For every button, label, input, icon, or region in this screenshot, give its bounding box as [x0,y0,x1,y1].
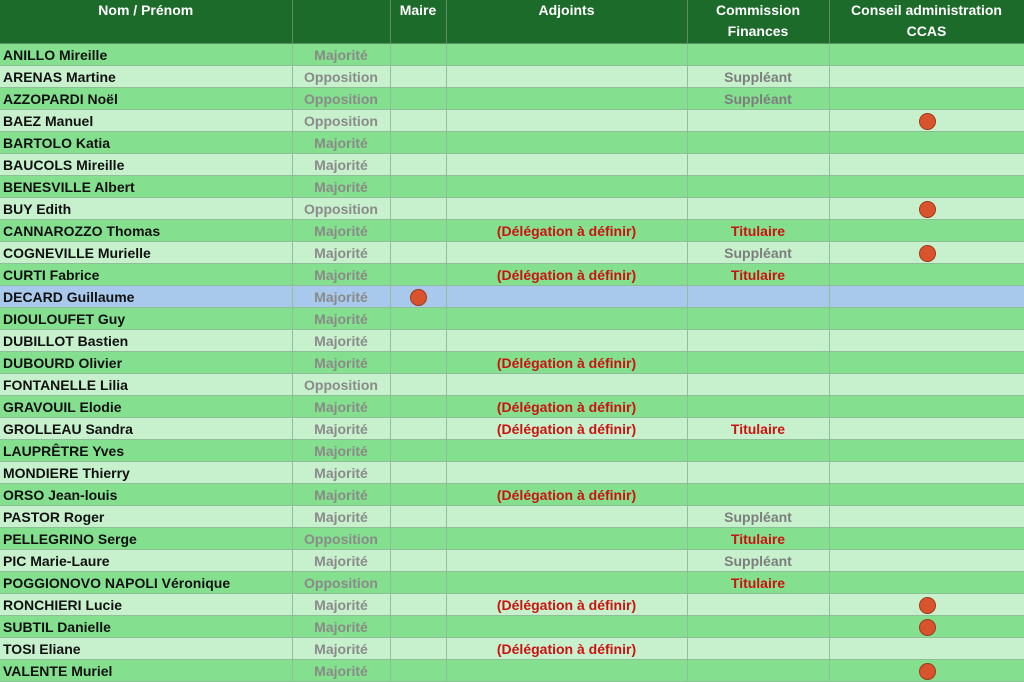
cell-adjoint[interactable]: (Délégation à définir) [446,396,687,418]
cell-ccas[interactable] [829,154,1024,176]
ccas-dot-icon [919,201,936,218]
cell-maire[interactable] [390,154,446,176]
cell-name[interactable]: GRAVOUIL Elodie [0,396,292,418]
cell-adjoint[interactable] [446,110,687,132]
header-name[interactable]: Nom / Prénom [0,0,292,44]
cell-finances[interactable] [687,440,829,462]
cell-maire[interactable] [390,616,446,638]
cell-finances[interactable] [687,132,829,154]
cell-maire[interactable] [390,44,446,66]
cell-finances[interactable]: Titulaire [687,220,829,242]
cell-adjoint[interactable] [446,440,687,462]
cell-finances[interactable] [687,352,829,374]
cell-name[interactable]: PIC Marie-Laure [0,550,292,572]
table-row[interactable] [0,462,1024,484]
cell-adjoint[interactable] [446,462,687,484]
cell-finances[interactable] [687,660,829,682]
cell-adjoint[interactable]: (Délégation à définir) [446,594,687,616]
cell-finances[interactable] [687,396,829,418]
cell-ccas[interactable] [829,374,1024,396]
cell-maire[interactable] [390,220,446,242]
cell-ccas[interactable] [829,286,1024,308]
header-finances[interactable] [687,0,829,44]
cell-name[interactable]: FONTANELLE Lilia [0,374,292,396]
table-row[interactable] [0,220,1024,242]
cell-ccas[interactable] [829,418,1024,440]
cell-maire[interactable] [390,308,446,330]
cell-ccas[interactable] [829,572,1024,594]
cell-maire[interactable] [390,506,446,528]
cell-finances[interactable] [687,616,829,638]
cell-adjoint[interactable] [446,132,687,154]
cell-maire[interactable] [390,396,446,418]
table-row[interactable] [0,572,1024,594]
cell-finances[interactable] [687,374,829,396]
cell-ccas[interactable] [829,462,1024,484]
cell-name[interactable]: CURTI Fabrice [0,264,292,286]
cell-ccas[interactable] [829,484,1024,506]
header-row [0,0,1024,44]
cell-name[interactable]: PASTOR Roger [0,506,292,528]
cell-ccas[interactable] [829,66,1024,88]
cell-adjoint[interactable] [446,44,687,66]
cell-group[interactable]: Majorité [292,638,390,660]
ccas-dot-icon [919,663,936,680]
table-row[interactable] [0,594,1024,616]
cell-ccas[interactable] [829,198,1024,220]
cell-finances[interactable]: Suppléant [687,88,829,110]
cell-name[interactable]: COGNEVILLE Murielle [0,242,292,264]
cell-group[interactable]: Opposition [292,572,390,594]
cell-group[interactable]: Majorité [292,352,390,374]
cell-maire[interactable] [390,132,446,154]
table-row[interactable] [0,418,1024,440]
cell-name[interactable]: LAUPRÊTRE Yves [0,440,292,462]
cell-name[interactable]: ORSO Jean-louis [0,484,292,506]
table-row[interactable] [0,330,1024,352]
cell-adjoint[interactable]: (Délégation à définir) [446,264,687,286]
table-row[interactable] [0,374,1024,396]
cell-group[interactable]: Majorité [292,594,390,616]
cell-group[interactable]: Majorité [292,396,390,418]
cell-group[interactable]: Majorité [292,506,390,528]
header-ccas-line1: Conseil administration [851,2,1002,18]
cell-ccas[interactable] [829,440,1024,462]
header-ccas[interactable] [829,0,1024,44]
cell-finances[interactable] [687,44,829,66]
table-row[interactable] [0,308,1024,330]
cell-maire[interactable] [390,176,446,198]
cell-maire[interactable] [390,572,446,594]
cell-adjoint[interactable] [446,550,687,572]
cell-group[interactable]: Majorité [292,242,390,264]
maire-dot-icon [410,289,427,306]
cell-group[interactable]: Majorité [292,132,390,154]
cell-maire[interactable] [390,484,446,506]
cell-group[interactable]: Majorité [292,264,390,286]
cell-finances[interactable]: Titulaire [687,528,829,550]
ccas-dot-icon [919,113,936,130]
cell-adjoint[interactable] [446,154,687,176]
table-row[interactable] [0,550,1024,572]
table-row[interactable] [0,44,1024,66]
table-row[interactable] [0,440,1024,462]
cell-ccas[interactable] [829,594,1024,616]
cell-finances[interactable]: Titulaire [687,264,829,286]
cell-finances[interactable] [687,154,829,176]
cell-name[interactable]: POGGIONOVO NAPOLI Véronique [0,572,292,594]
cell-name[interactable]: DUBILLOT Bastien [0,330,292,352]
table-row[interactable] [0,242,1024,264]
cell-adjoint[interactable] [446,374,687,396]
table-row[interactable] [0,506,1024,528]
table-row[interactable] [0,110,1024,132]
cell-name[interactable]: TOSI Eliane [0,638,292,660]
cell-maire[interactable] [390,110,446,132]
cell-ccas[interactable] [829,176,1024,198]
cell-group[interactable]: Majorité [292,220,390,242]
cell-adjoint[interactable] [446,308,687,330]
header-group[interactable] [292,0,390,44]
cell-adjoint[interactable] [446,242,687,264]
cell-maire[interactable] [390,528,446,550]
cell-group[interactable]: Opposition [292,374,390,396]
table-row[interactable] [0,616,1024,638]
cell-name[interactable]: BENESVILLE Albert [0,176,292,198]
cell-maire[interactable] [390,594,446,616]
cell-maire[interactable] [390,198,446,220]
cell-ccas[interactable] [829,616,1024,638]
cell-finances[interactable] [687,176,829,198]
cell-ccas[interactable] [829,550,1024,572]
cell-adjoint[interactable] [446,506,687,528]
cell-finances[interactable] [687,286,829,308]
cell-adjoint[interactable] [446,88,687,110]
header-finances-line2: Finances [727,23,789,39]
cell-group[interactable]: Majorité [292,660,390,682]
table-row[interactable] [0,88,1024,110]
table-row[interactable] [0,484,1024,506]
cell-group[interactable]: Majorité [292,418,390,440]
cell-adjoint[interactable] [446,66,687,88]
cell-finances[interactable] [687,638,829,660]
cell-group[interactable]: Opposition [292,528,390,550]
cell-finances[interactable]: Titulaire [687,572,829,594]
cell-name[interactable]: AZZOPARDI Noël [0,88,292,110]
cell-adjoint[interactable] [446,176,687,198]
cell-name[interactable]: CANNAROZZO Thomas [0,220,292,242]
table-row[interactable] [0,286,1024,308]
cell-ccas[interactable] [829,506,1024,528]
cell-maire[interactable] [390,550,446,572]
cell-finances[interactable] [687,330,829,352]
cell-name[interactable]: DECARD Guillaume [0,286,292,308]
cell-maire[interactable] [390,660,446,682]
cell-adjoint[interactable]: (Délégation à définir) [446,638,687,660]
cell-finances[interactable]: Titulaire [687,418,829,440]
cell-name[interactable]: VALENTE Muriel [0,660,292,682]
ccas-dot-icon [919,619,936,636]
cell-ccas[interactable] [829,660,1024,682]
cell-ccas[interactable] [829,396,1024,418]
cell-group[interactable]: Majorité [292,616,390,638]
cell-group[interactable]: Opposition [292,110,390,132]
header-adjoints[interactable]: Adjoints [446,0,687,44]
cell-ccas[interactable] [829,110,1024,132]
cell-maire[interactable] [390,242,446,264]
cell-finances[interactable]: Suppléant [687,242,829,264]
cell-finances[interactable] [687,308,829,330]
cell-group[interactable]: Majorité [292,176,390,198]
cell-group[interactable]: Majorité [292,440,390,462]
cell-adjoint[interactable]: (Délégation à définir) [446,484,687,506]
cell-maire[interactable] [390,66,446,88]
cell-ccas[interactable] [829,264,1024,286]
cell-group[interactable]: Majorité [292,308,390,330]
cell-ccas[interactable] [829,352,1024,374]
cell-ccas[interactable] [829,242,1024,264]
cell-name[interactable]: PELLEGRINO Serge [0,528,292,550]
cell-finances[interactable] [687,484,829,506]
cell-maire[interactable] [390,374,446,396]
cell-maire[interactable] [390,462,446,484]
table-row[interactable] [0,66,1024,88]
ccas-dot-icon [919,597,936,614]
cell-finances[interactable] [687,110,829,132]
table-row[interactable] [0,638,1024,660]
table-row[interactable] [0,176,1024,198]
cell-ccas[interactable] [829,132,1024,154]
cell-name[interactable]: BAEZ Manuel [0,110,292,132]
cell-adjoint[interactable] [446,528,687,550]
cell-maire[interactable] [390,440,446,462]
ccas-dot-icon [919,245,936,262]
cell-maire[interactable] [390,330,446,352]
cell-maire[interactable] [390,88,446,110]
cell-group[interactable]: Majorité [292,44,390,66]
cell-finances[interactable]: Suppléant [687,506,829,528]
table-row[interactable] [0,352,1024,374]
cell-adjoint[interactable]: (Délégation à définir) [446,418,687,440]
cell-name[interactable]: SUBTIL Danielle [0,616,292,638]
cell-adjoint[interactable]: (Délégation à définir) [446,352,687,374]
cell-finances[interactable] [687,198,829,220]
cell-group[interactable]: Majorité [292,286,390,308]
cell-name[interactable]: BAUCOLS Mireille [0,154,292,176]
cell-adjoint[interactable] [446,198,687,220]
cell-group[interactable]: Majorité [292,462,390,484]
table-row[interactable] [0,660,1024,682]
cell-finances[interactable] [687,594,829,616]
cell-adjoint[interactable]: (Délégation à définir) [446,220,687,242]
cell-group[interactable]: Majorité [292,330,390,352]
header-finances-line1: Commission [715,2,800,18]
table-row[interactable] [0,198,1024,220]
cell-ccas[interactable] [829,528,1024,550]
table-row[interactable] [0,264,1024,286]
header-ccas-line2: CCAS [906,23,947,39]
cell-name[interactable]: GROLLEAU Sandra [0,418,292,440]
cell-finances[interactable] [687,462,829,484]
cell-group[interactable]: Opposition [292,198,390,220]
cell-maire[interactable] [390,352,446,374]
table-body [0,44,1024,682]
cell-group[interactable]: Opposition [292,66,390,88]
cell-ccas[interactable] [829,88,1024,110]
cell-group[interactable]: Majorité [292,154,390,176]
cell-maire[interactable] [390,418,446,440]
cell-group[interactable]: Opposition [292,88,390,110]
cell-name[interactable]: MONDIERE Thierry [0,462,292,484]
table-row[interactable] [0,396,1024,418]
cell-name[interactable]: ARENAS Martine [0,66,292,88]
cell-finances[interactable]: Suppléant [687,550,829,572]
cell-ccas[interactable] [829,308,1024,330]
cell-ccas[interactable] [829,220,1024,242]
cell-group[interactable]: Majorité [292,484,390,506]
cell-name[interactable]: BUY Edith [0,198,292,220]
cell-ccas[interactable] [829,44,1024,66]
cell-maire[interactable] [390,286,446,308]
cell-adjoint[interactable] [446,286,687,308]
table-row[interactable] [0,528,1024,550]
cell-maire[interactable] [390,638,446,660]
cell-adjoint[interactable] [446,330,687,352]
cell-maire[interactable] [390,264,446,286]
cell-name[interactable]: DIOULOUFET Guy [0,308,292,330]
cell-name[interactable]: DUBOURD Olivier [0,352,292,374]
cell-finances[interactable]: Suppléant [687,66,829,88]
header-maire[interactable]: Maire [390,0,446,44]
cell-ccas[interactable] [829,638,1024,660]
cell-name[interactable]: ANILLO Mireille [0,44,292,66]
table-row[interactable] [0,154,1024,176]
cell-adjoint[interactable] [446,572,687,594]
cell-name[interactable]: RONCHIERI Lucie [0,594,292,616]
cell-ccas[interactable] [829,330,1024,352]
table-row[interactable] [0,132,1024,154]
cell-group[interactable]: Majorité [292,550,390,572]
cell-adjoint[interactable] [446,660,687,682]
cell-name[interactable]: BARTOLO Katia [0,132,292,154]
cell-adjoint[interactable] [446,616,687,638]
